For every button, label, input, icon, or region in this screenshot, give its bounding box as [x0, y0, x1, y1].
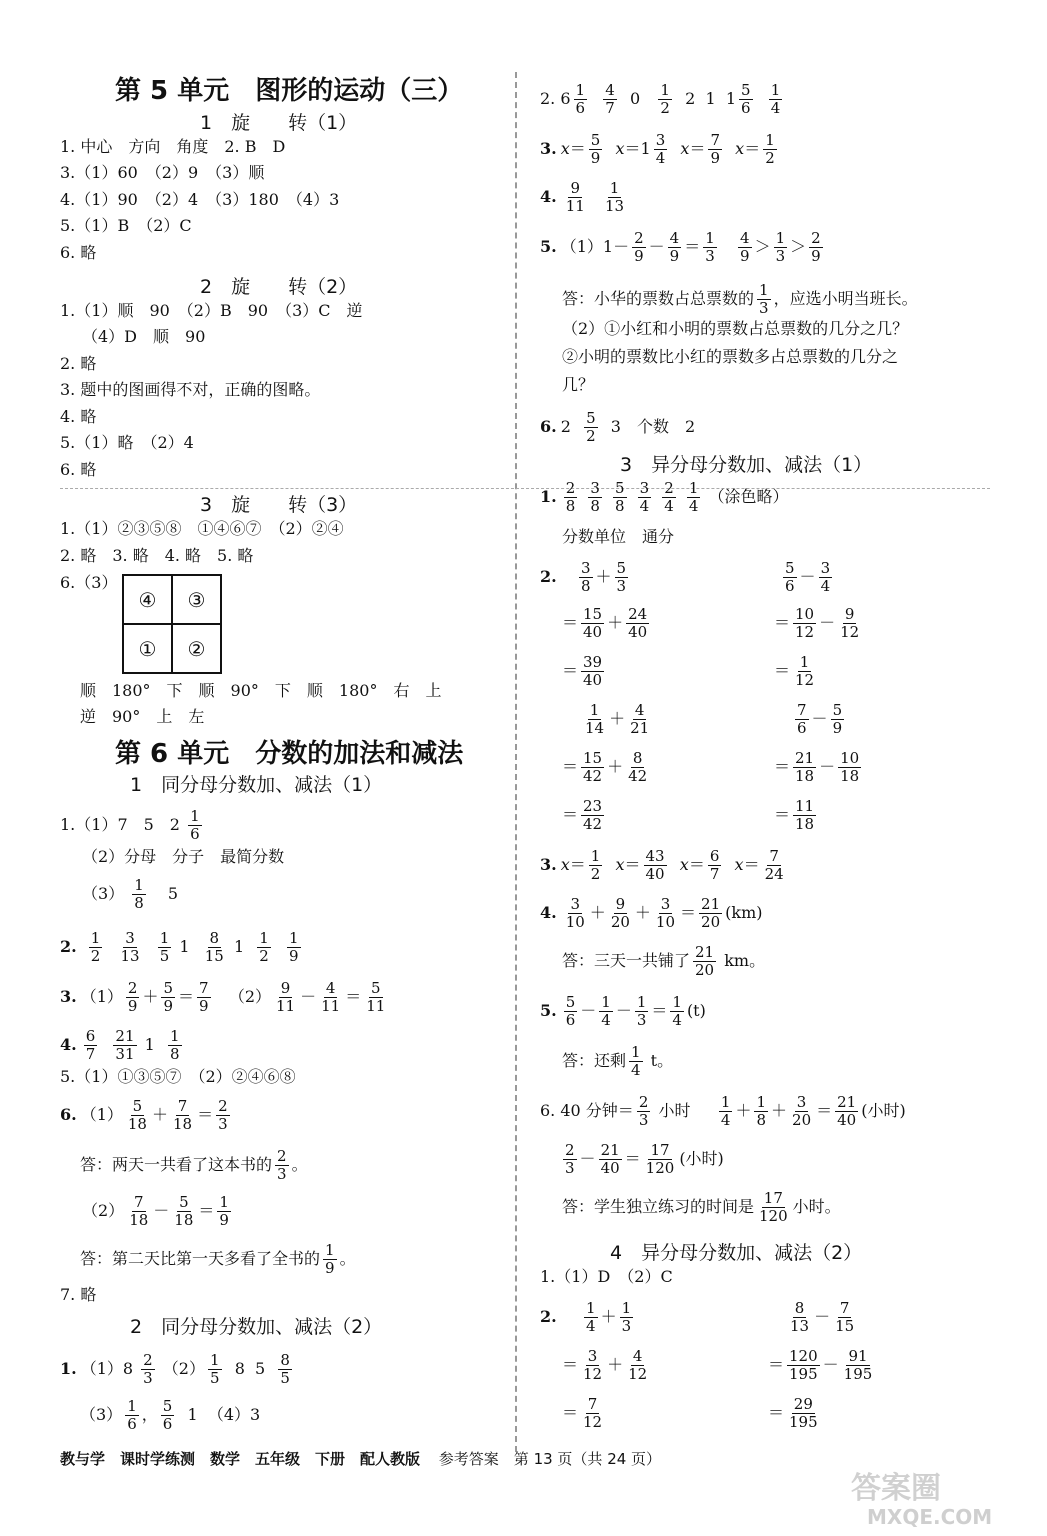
answer-line: $\frac{8}{13}$ － $\frac{7}{15}$ [790, 1299, 855, 1335]
svg-text:答案圈: 答案圈 [851, 1471, 941, 1506]
answer-line: 5. $\frac{5}{6}$ － $\frac{1}{4}$ － $\frac{1}{3}$ ＝ $\frac{1}{4}$ (t) [540, 993, 706, 1029]
answer-line: 6. （1） $\frac{5}{18}$ ＋ $\frac{7}{18}$ ＝ $\frac{2}{3}$ [60, 1097, 228, 1133]
answer-line: 4. $\frac{3}{10}$ ＋ $\frac{9}{20}$ ＋ $\frac{3}{10}$ ＝ $\frac{21}{20}$ (km) [540, 895, 763, 931]
section-title: 1 旋 转（1） [200, 112, 358, 134]
answer-line: 答：学生独立练习的时间是 $\frac{17}{120}$ 小时。 [562, 1189, 841, 1225]
answer-line: 逆 90° 上 左 [80, 707, 205, 726]
answer-line: 答：两天一共看了这本书的 $\frac{2}{3}$ 。 [80, 1147, 308, 1183]
answer-line: 1.（1）②③⑤⑧ ①④⑥⑦ （2）②④ [60, 519, 344, 538]
answer-text: 小时 [658, 1101, 691, 1120]
answer-line: （4）D 顺 90 [82, 327, 206, 346]
answer-line: （2） $\frac{7}{18}$ － $\frac{5}{18}$ ＝ $\frac{1}{9}$ [82, 1193, 229, 1229]
rotation-grid [122, 574, 222, 674]
answer-text: 答：小华的票数占总票数的 [562, 289, 755, 308]
answer-text: 答：两天一共看了这本书的 [80, 1155, 273, 1174]
answer-line: （2）①小红和小明的票数占总票数的几分之几？ [562, 319, 909, 338]
answer-text: 答：三天一共铺了 [562, 951, 691, 970]
answer-text: （涂色略） [708, 487, 789, 506]
grid-cell: ③ [172, 575, 221, 624]
section-title: 4 异分母分数加、减法（2） [610, 1242, 863, 1264]
answer-line: 1.（1）顺 90 （2）B 90 （3）C 逆 [60, 301, 363, 320]
svg-text:MXQE.COM: MXQE.COM [867, 1505, 993, 1529]
answer-line: 4. $\frac{9}{11}$ $\frac{1}{13}$ [540, 179, 625, 215]
answer-line: 几？ [562, 375, 595, 394]
right-column [540, 0, 1000, 1440]
answer-line: $\frac{7}{6}$ － $\frac{5}{9}$ [797, 701, 843, 737]
answer-line: 答：第二天比第一天多看了全书的 $\frac{1}{9}$ 。 [80, 1241, 356, 1277]
answer-line: 6. 略 [60, 460, 97, 479]
answer-text: 1.（1）7 5 2 [60, 815, 180, 834]
answer-text: (小时) [861, 1101, 906, 1120]
answer-line: 1.（1）D （2）C [540, 1267, 673, 1286]
answer-line [82, 877, 178, 912]
answer-text: 6. 40 分钟＝ [540, 1101, 634, 1120]
answer-line [60, 808, 205, 843]
answer-text: 2. 6 [540, 89, 571, 108]
section-title: 3 旋 转（3） [200, 494, 358, 516]
answer-text: 5 [167, 884, 179, 903]
answer-line: $\frac{5}{6}$ － $\frac{3}{4}$ [785, 559, 831, 595]
answer-line: （2）分母 分子 最简分数 [82, 847, 285, 866]
answer-line: ＝ $\frac{11}{18}$ [774, 797, 815, 833]
unit5-title: 第 5 单元 图形的运动（三） [115, 76, 464, 106]
grid-cell: ④ [123, 575, 172, 624]
page-footer [60, 1448, 1020, 1469]
answer-line: ＝ $\frac{120}{195}$ － $\frac{91}{195}$ [768, 1347, 873, 1383]
answer-line: 6. 40 分钟＝ $\frac{2}{3}$ 小时 $\frac{1}{4}$ ＋ $\frac{1}{8}$ ＋ $\frac{3}{20}$ ＝ $\frac{21}{40}$ (小时) [540, 1093, 906, 1129]
answer-line: ＝ $\frac{15}{42}$ ＋ $\frac{8}{42}$ [562, 749, 648, 785]
answer-line: 2. $\frac{3}{8}$ ＋ $\frac{5}{3}$ [540, 559, 627, 595]
section-title: 1 同分母分数加、减法（1） [130, 774, 383, 796]
answer-line: 答：还剩 $\frac{1}{4}$ t。 [562, 1043, 674, 1079]
answer-text: 答：还剩 [562, 1051, 627, 1070]
answer-text: 答：学生独立练习的时间是 [562, 1197, 755, 1216]
answer-line: 1. $\frac{2}{8}$ $\frac{3}{8}$ $\frac{5}{8}$ $\frac{3}{4}$ $\frac{2}{4}$ $\frac{1}{4}$ （涂色略） [540, 479, 789, 515]
answer-text: （3） [82, 884, 125, 903]
answer-line: 7. 略 [60, 1285, 97, 1304]
answer-line: ＝ $\frac{39}{40}$ [562, 653, 603, 689]
unit6-title: 第 6 单元 分数的加法和减法 [115, 739, 464, 769]
answer-line: 3. （1） $\frac{2}{9}$ ＋ $\frac{5}{9}$ ＝ $\frac{7}{9}$ （2） $\frac{9}{11}$ － $\frac{4}{11}$ ＝ $\frac{5}{11}$ [60, 979, 386, 1015]
answer-text: km。 [724, 951, 766, 970]
answer-line: 3. 题中的图画得不对，正确的图略。 [60, 380, 321, 399]
answer-line: 2. 略 3. 略 4. 略 5. 略 [60, 546, 254, 565]
answer-line: 6. 略 [60, 243, 97, 262]
answer-line: 3. x＝ $\frac{1}{2}$ x＝ $\frac{43}{40}$ x＝ $\frac{6}{7}$ x＝ $\frac{7}{24}$ [540, 847, 784, 883]
answer-line: ＝ $\frac{1}{12}$ [774, 653, 815, 689]
answer-line: 3. x＝ $\frac{5}{9}$ x＝1 $\frac{3}{4}$ x＝ $\frac{7}{9}$ x＝ $\frac{1}{2}$ [540, 131, 775, 167]
answer-line: 5.（1）B （2）C [60, 216, 192, 235]
grid-cell: ② [172, 624, 221, 673]
answer-line: ②小明的票数比小红的票数多占总票数的几分之 [562, 347, 899, 366]
answer-line: 3.（1）60 （2）9 （3）顺 [60, 163, 265, 182]
answer-line: ＝ $\frac{21}{18}$ － $\frac{10}{18}$ [774, 749, 860, 785]
answer-line: 顺 180° 下 顺 90° 下 顺 180° 右 上 [80, 681, 442, 700]
answer-line: 6. 2 $\frac{5}{2}$ 3 个数 2 [540, 409, 696, 445]
answer-line: 2. 略 [60, 354, 97, 373]
answer-text: 小时。 [792, 1197, 841, 1216]
answer-line: 5. （1）1－ $\frac{2}{9}$ － $\frac{4}{9}$ ＝ $\frac{1}{3}$ $\frac{4}{9}$ ＞ $\frac{1}{3}$ ＞ $\frac{2}{9}$ [540, 229, 821, 265]
watermark-logo [847, 1468, 1027, 1530]
answer-text: t。 [650, 1051, 674, 1070]
answer-line: 2. $\frac{1}{2}$ $\frac{3}{13}$ $\frac{1}{5}$ 1 $\frac{8}{15}$ 1 $\frac{1}{2}$ $\frac{1}{9}$ [60, 929, 299, 965]
fraction: $\frac{1}{8}$ [134, 876, 144, 912]
answer-line: ＝ $\frac{3}{12}$ ＋ $\frac{4}{12}$ [562, 1347, 648, 1383]
footer-brand: 教与学 课时学练测 数学 五年级 下册 配人教版 [60, 1450, 421, 1468]
answer-text: ，应选小明当班长。 [773, 289, 918, 308]
section-title: 2 旋 转（2） [200, 276, 358, 298]
answer-line: 4. $\frac{6}{7}$ $\frac{21}{31}$ 1 $\frac{1}{8}$ [60, 1027, 180, 1063]
left-column [60, 0, 505, 1440]
answer-line: $\frac{2}{3}$ － $\frac{21}{40}$ ＝ $\frac{17}{120}$ (小时) [565, 1141, 724, 1177]
section-title: 2 同分母分数加、减法（2） [130, 1316, 383, 1338]
answer-line: $\frac{1}{14}$ ＋ $\frac{4}{21}$ [585, 701, 650, 737]
answer-line: （3） $\frac{1}{6}$ ， $\frac{5}{6}$ 1 （4）3 [80, 1397, 261, 1433]
answer-line: ＝ $\frac{7}{12}$ [562, 1395, 603, 1431]
answer-line: 4. 略 [60, 407, 97, 426]
answer-line: ＝ $\frac{10}{12}$ － $\frac{9}{12}$ [774, 605, 860, 641]
grid-cell: ① [123, 624, 172, 673]
answer-line: 2. $\frac{1}{4}$ ＋ $\frac{1}{3}$ [540, 1299, 632, 1335]
answer-text: 答：第二天比第一天多看了全书的 [80, 1249, 321, 1268]
answer-line: ＝ $\frac{23}{42}$ [562, 797, 603, 833]
answer-line: 1. 中心 方向 角度 2. B D [60, 137, 286, 156]
answer-line: ＝ $\frac{29}{195}$ [768, 1395, 818, 1431]
answer-line: 答：小华的票数占总票数的 $\frac{1}{3}$ ，应选小明当班长。 [562, 281, 918, 317]
column-divider [515, 72, 517, 1452]
answer-line: 6.（3） [60, 573, 118, 592]
answer-line: 分数单位 通分 [562, 527, 675, 546]
answer-line: 1. （1）8 $\frac{2}{3}$ （2） $\frac{1}{5}$ 8 5 $\frac{8}{5}$ [60, 1351, 290, 1387]
answer-line: 5.（1）①③⑤⑦ （2）②④⑥⑧ [60, 1067, 296, 1086]
answer-line: 4.（1）90 （2）4 （3）180 （4）3 [60, 190, 340, 209]
footer-page: 参考答案 第 13 页（共 24 页） [438, 1450, 662, 1468]
answer-line: 答：三天一共铺了 $\frac{21}{20}$ km。 [562, 943, 766, 979]
section-title: 3 异分母分数加、减法（1） [620, 454, 873, 476]
answer-text: 3 个数 2 [610, 417, 696, 436]
answer-line: 5.（1）略 （2）4 [60, 433, 194, 452]
answer-line: ＝ $\frac{15}{40}$ ＋ $\frac{24}{40}$ [562, 605, 648, 641]
answer-line: 2. 6 $\frac{1}{6}$ $\frac{4}{7}$ 0 $\frac{1}{2}$ 2 1 1 $\frac{5}{6}$ $\frac{1}{4}$ [540, 81, 781, 117]
fraction: $\frac{1}{6}$ [190, 807, 200, 843]
